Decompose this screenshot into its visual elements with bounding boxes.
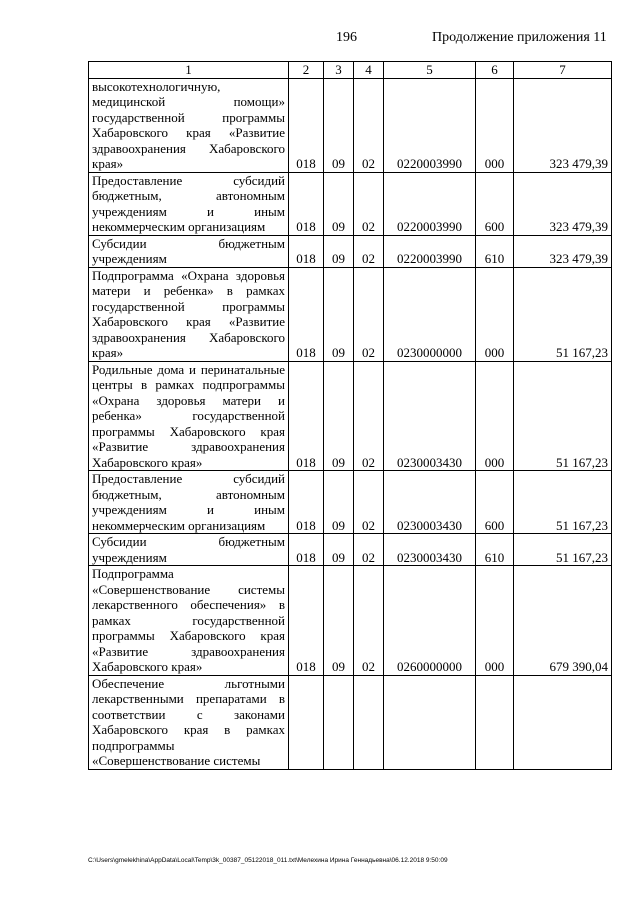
page-header [0,30,640,50]
amount-cell: 51 167,23 [514,361,612,471]
expense-type-cell: 000 [476,78,514,172]
target-article-cell: 0260000000 [384,566,476,676]
section-cell: 09 [324,78,354,172]
file-path-footer: C:\Users\gmelekhina\AppData\Local\Temp\3k_00387_05122018_011.txt\Мелехина Ирина Геннадьевна\06.12.2018 9:50:09 [88,857,448,864]
expense-type-cell: 000 [476,361,514,471]
admin-code-cell: 018 [289,235,324,267]
budget-table [88,61,612,770]
subsection-cell: 02 [354,172,384,235]
row-name-cell: Подпрограмма «Охрана здоровья матери и ребенка» в рамках государственной программы Хабаровского края «Развитие здравоохранения Хабаровского края» [89,267,289,361]
table-row [89,471,612,534]
section-cell: 09 [324,267,354,361]
target-article-cell: 0230003430 [384,534,476,566]
column-header: 4 [354,62,384,79]
row-name-cell: Субсидии бюджетным учреждениям [89,235,289,267]
amount-cell: 51 167,23 [514,534,612,566]
expense-type-cell: 000 [476,566,514,676]
amount-cell: 679 390,04 [514,566,612,676]
subsection-cell: 02 [354,361,384,471]
column-header: 6 [476,62,514,79]
subsection-cell: 02 [354,78,384,172]
subsection-cell: 02 [354,235,384,267]
continuation-label: Продолжение приложения 11 [432,30,607,45]
table-row [89,534,612,566]
admin-code-cell: 018 [289,471,324,534]
table-row [89,361,612,471]
row-name-cell: Предоставление субсидий бюджетным, автономным учреждениям и иным некоммерческим организациям [89,172,289,235]
target-article-cell: 0230000000 [384,267,476,361]
row-name-cell: Родильные дома и перинатальные центры в рамках подпрограммы «Охрана здоровья матери и ребенка» государственной программы Хабаровского края «Развитие здравоохранения Хабаровского края» [89,361,289,471]
section-cell: 09 [324,361,354,471]
admin-code-cell [289,675,324,769]
column-number-row [89,62,612,79]
section-cell: 09 [324,566,354,676]
target-article-cell: 0220003990 [384,172,476,235]
table-row [89,172,612,235]
table-row [89,566,612,676]
section-cell: 09 [324,534,354,566]
target-article-cell: 0220003990 [384,235,476,267]
subsection-cell: 02 [354,471,384,534]
table-row [89,78,612,172]
target-article-cell [384,675,476,769]
admin-code-cell: 018 [289,534,324,566]
amount-cell: 323 479,39 [514,78,612,172]
section-cell: 09 [324,471,354,534]
expense-type-cell: 000 [476,267,514,361]
row-name-cell: Обеспечение льготными лекарственными препаратами в соответствии с законами Хабаровского края в рамках подпрограммы «Совершенствование системы [89,675,289,769]
admin-code-cell: 018 [289,267,324,361]
admin-code-cell: 018 [289,566,324,676]
amount-cell: 51 167,23 [514,267,612,361]
row-name-cell: Подпрограмма «Совершенствование системы лекарственного обеспечения» в рамках государственной программы Хабаровского края «Развитие здравоохранения Хабаровского края» [89,566,289,676]
subsection-cell: 02 [354,267,384,361]
table-row [89,235,612,267]
row-name-cell: высокотехнологичную, медицинской помощи» государственной программы Хабаровского края «Развитие здравоохранения Хабаровского края» [89,78,289,172]
admin-code-cell: 018 [289,172,324,235]
column-header: 7 [514,62,612,79]
expense-type-cell: 610 [476,534,514,566]
section-cell [324,675,354,769]
expense-type-cell [476,675,514,769]
row-name-cell: Субсидии бюджетным учреждениям [89,534,289,566]
subsection-cell [354,675,384,769]
column-header: 3 [324,62,354,79]
expense-type-cell: 600 [476,471,514,534]
page-number: 196 [336,30,357,45]
subsection-cell: 02 [354,534,384,566]
section-cell: 09 [324,172,354,235]
target-article-cell: 0230003430 [384,471,476,534]
column-header: 2 [289,62,324,79]
column-header: 1 [89,62,289,79]
amount-cell: 51 167,23 [514,471,612,534]
amount-cell [514,675,612,769]
subsection-cell: 02 [354,566,384,676]
row-name-cell: Предоставление субсидий бюджетным, автономным учреждениям и иным некоммерческим организациям [89,471,289,534]
column-header: 5 [384,62,476,79]
amount-cell: 323 479,39 [514,172,612,235]
admin-code-cell: 018 [289,361,324,471]
expense-type-cell: 610 [476,235,514,267]
amount-cell: 323 479,39 [514,235,612,267]
target-article-cell: 0220003990 [384,78,476,172]
table-row [89,675,612,769]
admin-code-cell: 018 [289,78,324,172]
section-cell: 09 [324,235,354,267]
target-article-cell: 0230003430 [384,361,476,471]
expense-type-cell: 600 [476,172,514,235]
table-row [89,267,612,361]
